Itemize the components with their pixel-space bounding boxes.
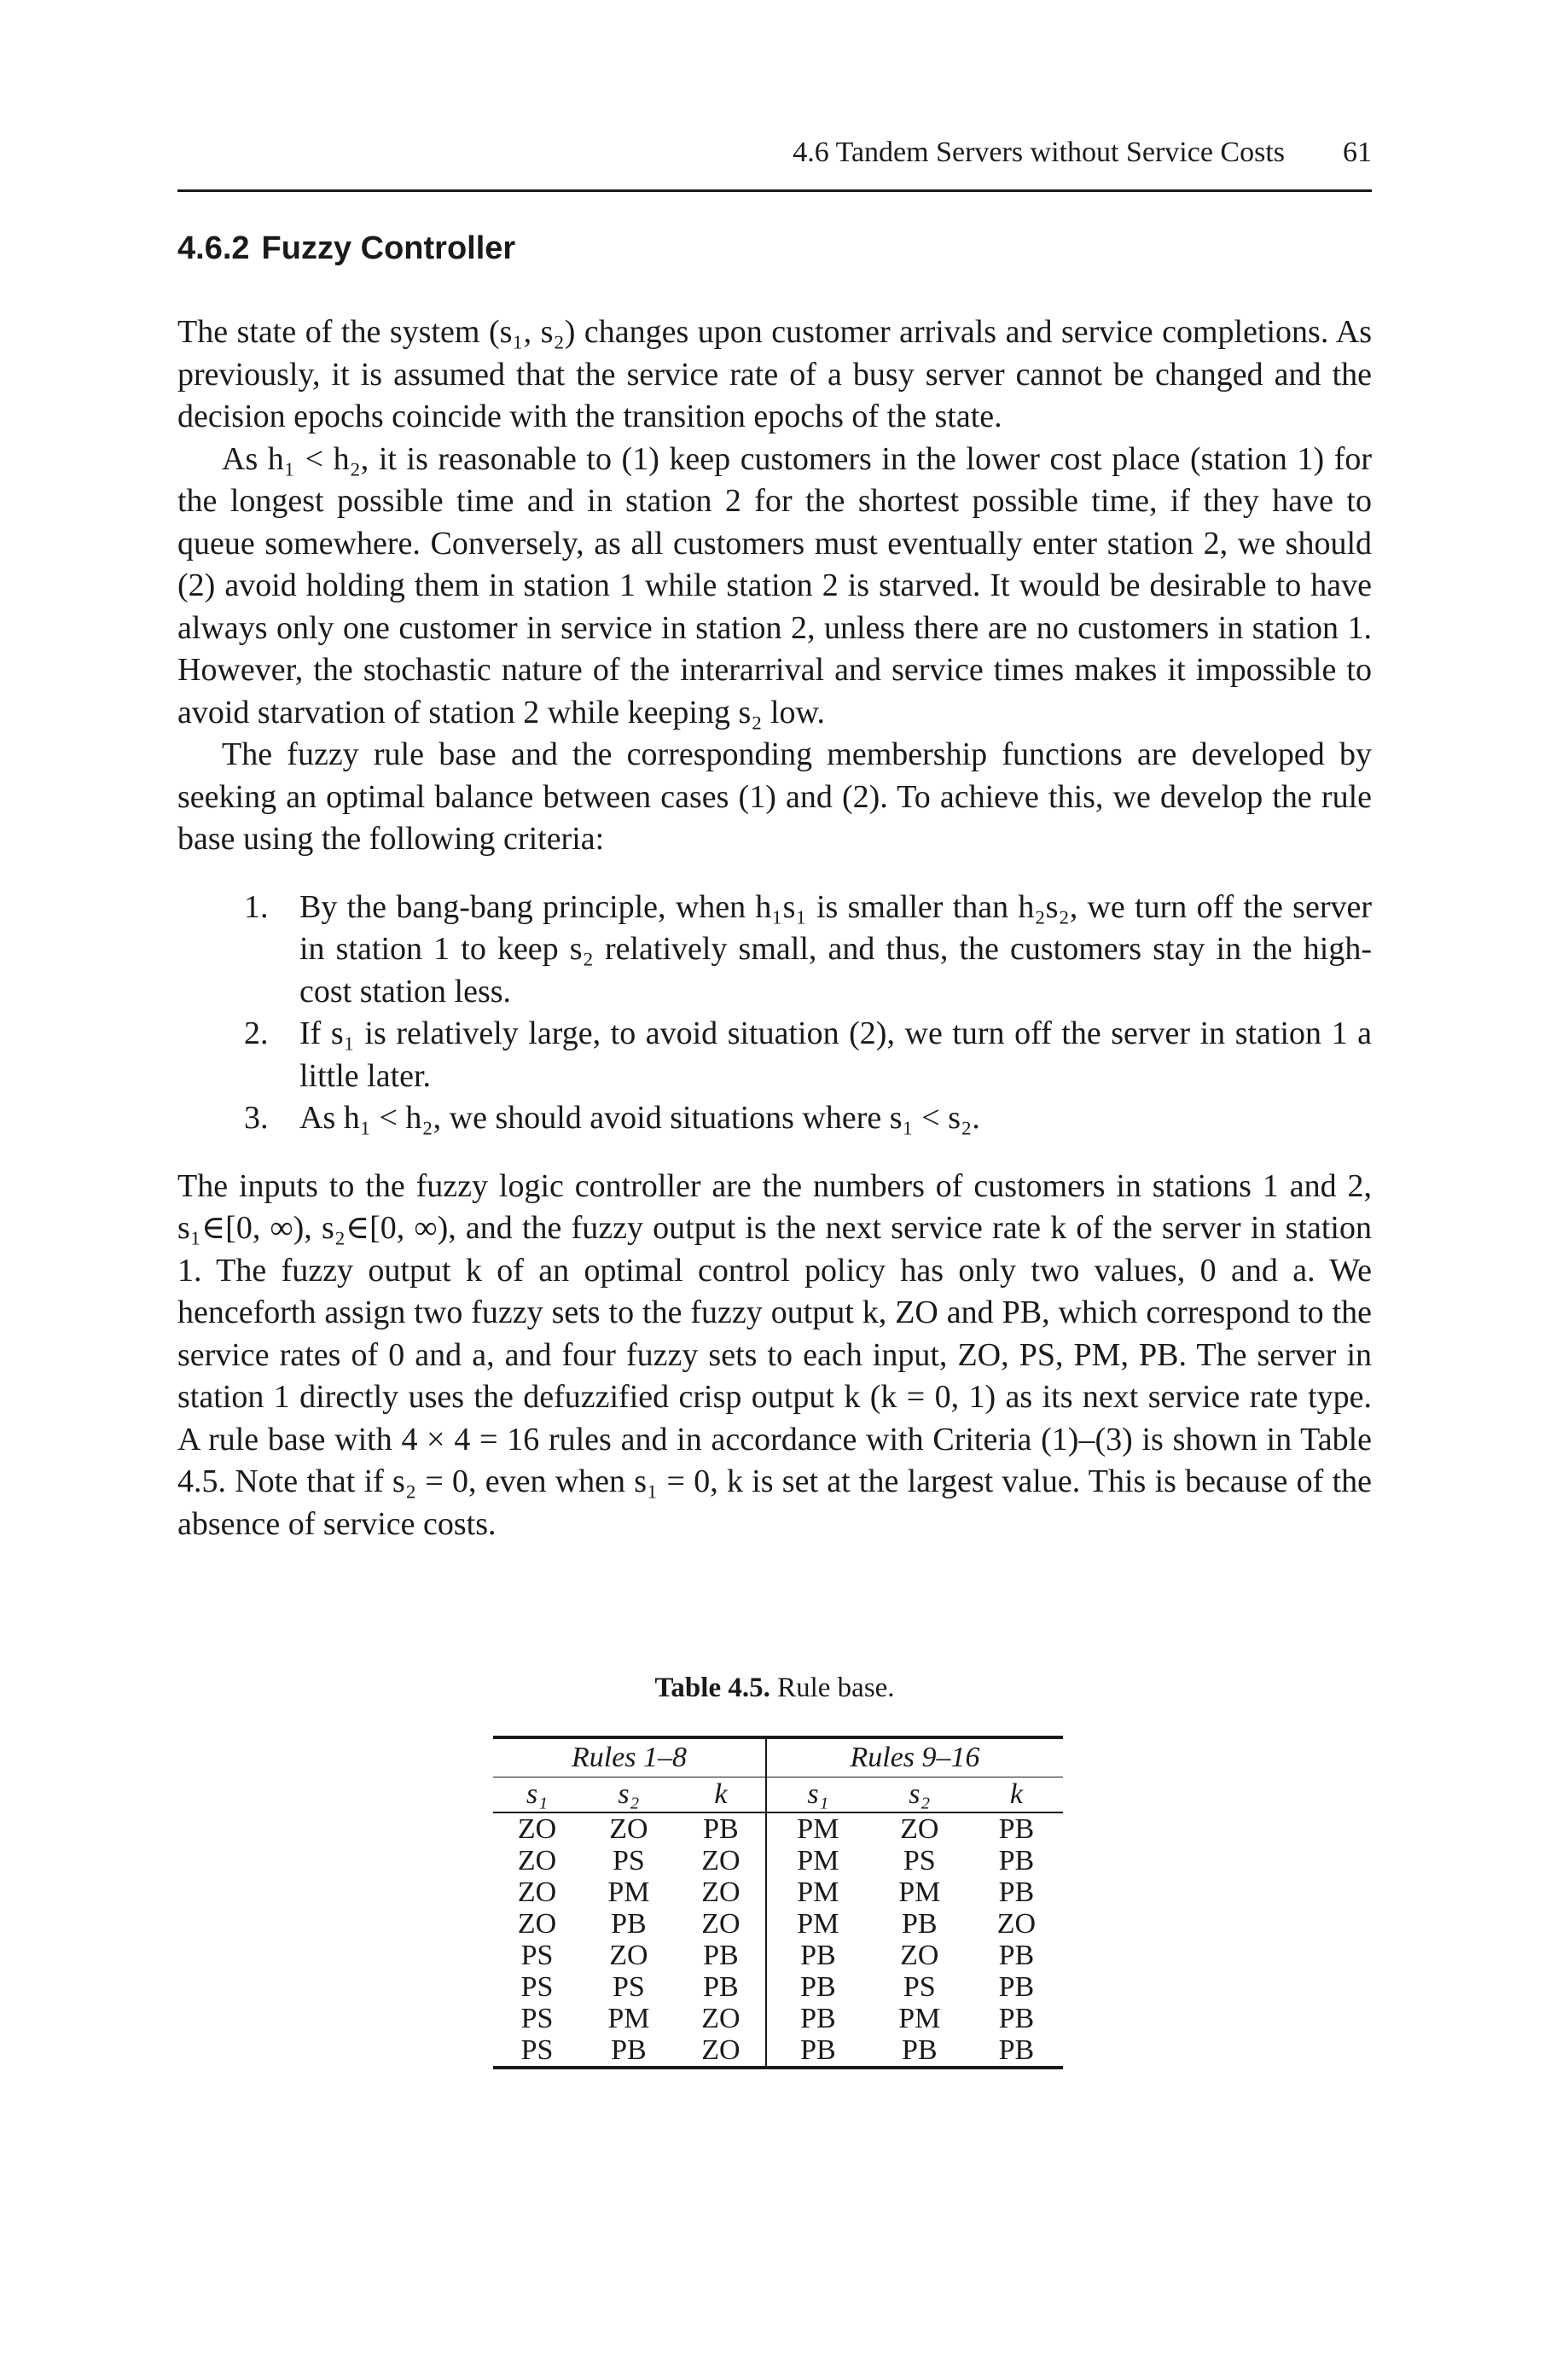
page-number: 61 <box>1343 137 1372 168</box>
column-header: k <box>677 1777 766 1813</box>
table-cell: ZO <box>609 1940 648 1971</box>
section-heading <box>177 230 527 267</box>
column-header: s₂ <box>581 1777 677 1813</box>
column-header: s₁ <box>493 1777 581 1813</box>
table-cell: ZO <box>996 1908 1037 1940</box>
table-cell: ZO <box>677 1908 766 1940</box>
table-cell: PB <box>998 1876 1035 1908</box>
table-cell: PB <box>998 1940 1035 1971</box>
table-cell: PS <box>520 1940 554 1971</box>
table-row <box>493 2034 1063 2068</box>
paragraph-1: The state of the system (s₁, s₂) changes upon customer arrivals and service completions. As previously, it is assumed that the service rate of a busy server cannot be changed and the decision epochs coincide with the transition epochs of the state. <box>177 314 1372 434</box>
table-cell: ZO <box>900 1813 939 1845</box>
table-cell: PM <box>797 1876 839 1908</box>
table-row <box>493 1908 1063 1940</box>
header-rule <box>177 189 1372 192</box>
table-cell: PB <box>901 1908 938 1940</box>
criteria-item <box>244 887 1372 1014</box>
table-cell: PB <box>998 1813 1035 1845</box>
paragraph-3: The fuzzy rule base and the corresponding membership functions are developed by seeking an optimal balance between cases (1) and (2). To achieve this, we develop the rule base using the following criteria: <box>177 736 1372 857</box>
table-row <box>493 1845 1063 1876</box>
table-cell: ZO <box>677 1845 766 1876</box>
criteria-number: 1. <box>244 888 269 925</box>
group-header-rules-1-8: Rules 1–8 <box>493 1737 766 1777</box>
table-caption-label: Table 4.5. <box>654 1673 770 1703</box>
table-cell: PB <box>869 2034 970 2068</box>
criteria-number: 3. <box>244 1100 269 1136</box>
table-cell: PB <box>611 1908 647 1940</box>
table-cell: ZO <box>900 1940 939 1971</box>
table-cell: ZO <box>677 2003 766 2034</box>
column-header: s₂ <box>869 1777 970 1813</box>
table-cell: ZO <box>677 1876 766 1908</box>
criteria-item <box>244 1097 1372 1140</box>
table-cell: PB <box>677 1940 766 1971</box>
table-row <box>493 1971 1063 2003</box>
table-cell: ZO <box>517 1845 557 1876</box>
table-caption <box>177 1673 1372 1704</box>
column-header: s₁ <box>766 1777 869 1813</box>
criteria-text: As h₁ < h₂, we should avoid situations where s₁ < s₂. <box>299 1100 980 1136</box>
table-cell: PB <box>970 2034 1063 2068</box>
section-number: 4.6.2 <box>177 230 250 266</box>
table-cell: PS <box>612 1971 645 2003</box>
running-head-title: 4.6 Tandem Servers without Service Costs <box>793 137 1285 168</box>
paragraph-4: The inputs to the fuzzy logic controller are the numbers of customers in stations 1 and 2, s₁∈[0, ∞), s₂∈[0, ∞), and the fuzzy output is the next service rate k of the server in station 1. The fuzzy output k of an optimal control policy has only two values, 0 and a. We henceforth assign two fuzzy sets to the fuzzy output k, ZO and PB, which correspond to the service rates of 0 and a, and four fuzzy sets to each input, ZO, PS, PM, PB. The server in station 1 directly uses the defuzzified crisp output k (k = 0, 1) as its next service rate type. A rule base with 4 × 4 = 16 rules and in accordance with Criteria (1)–(3) is shown in Table 4.5. Note that if s₂ = 0, even when s₁ = 0, k is set at the largest value. This is because of the absence of service costs. <box>177 1167 1372 1542</box>
table-row <box>493 1876 1063 1908</box>
table-cell: PM <box>898 1876 941 1908</box>
criteria-number: 2. <box>244 1015 269 1051</box>
table-cell: PM <box>607 1876 650 1908</box>
table-cell: PS <box>493 2034 581 2068</box>
table-cell: PB <box>800 1940 836 1971</box>
table-cell: ZO <box>609 1813 648 1845</box>
table-caption-text: Rule base. <box>777 1673 895 1703</box>
column-header: k <box>970 1777 1063 1813</box>
criteria-text: By the bang-bang principle, when h₁s₁ is smaller than h₂s₂, we turn off the server in station 1 to keep s₂ relatively small, and thus, the customers stay in the high-cost station less. <box>299 888 1372 1009</box>
table-cell: PS <box>520 1971 554 2003</box>
running-head <box>177 137 1372 169</box>
group-header-rules-9-16: Rules 9–16 <box>766 1737 1063 1777</box>
table-row <box>493 1812 1063 1845</box>
table-cell: PS <box>903 1845 936 1876</box>
table-row <box>493 1940 1063 1971</box>
section-title: Fuzzy Controller <box>261 230 516 266</box>
table-cell: PB <box>800 1971 836 2003</box>
body-text <box>177 311 1372 1545</box>
table-cell: PS <box>903 1971 936 2003</box>
table-cell: PB <box>581 2034 677 2068</box>
table-cell: ZO <box>517 1813 557 1845</box>
table-cell: PB <box>998 2003 1035 2034</box>
table-cell: PS <box>612 1845 645 1876</box>
table-cell: PB <box>766 2034 869 2068</box>
table-cell: PB <box>677 1812 766 1845</box>
table-cell: PB <box>677 1971 766 2003</box>
paragraph-2: As h₁ < h₂, it is reasonable to (1) keep customers in the lower cost place (station 1) for the longest possible time and in station 2 for the shortest possible time, if they have to queue somewhere. Conversely, as all customers must eventually enter station 2, we should (2) avoid holding them in station 1 while station 2 is starved. It would be desirable to have always only one customer in service in station 2, unless there are no customers in station 1. However, the stochastic nature of the interarrival and service times makes it impossible to avoid starvation of station 2 while keeping s₂ low. <box>177 440 1372 730</box>
table-cell: PB <box>998 1845 1035 1876</box>
table-cell: PB <box>800 2003 836 2034</box>
rule-base-table <box>493 1736 1063 2069</box>
criteria-item <box>244 1013 1372 1097</box>
table-cell: ZO <box>677 2034 766 2068</box>
table-cell: PM <box>797 1908 839 1940</box>
criteria-list <box>177 887 1372 1140</box>
table-cell: ZO <box>517 1876 557 1908</box>
table-cell: ZO <box>517 1908 557 1940</box>
table-cell: PM <box>898 2003 941 2034</box>
table-cell: PB <box>998 1971 1035 2003</box>
table-cell: PM <box>797 1845 839 1876</box>
table-cell: PM <box>607 2003 650 2034</box>
table-cell: PM <box>797 1813 839 1845</box>
table-cell: PS <box>520 2003 554 2034</box>
table-row <box>493 2003 1063 2034</box>
criteria-text: If s₁ is relatively large, to avoid situation (2), we turn off the server in station 1 a little later. <box>299 1015 1372 1094</box>
